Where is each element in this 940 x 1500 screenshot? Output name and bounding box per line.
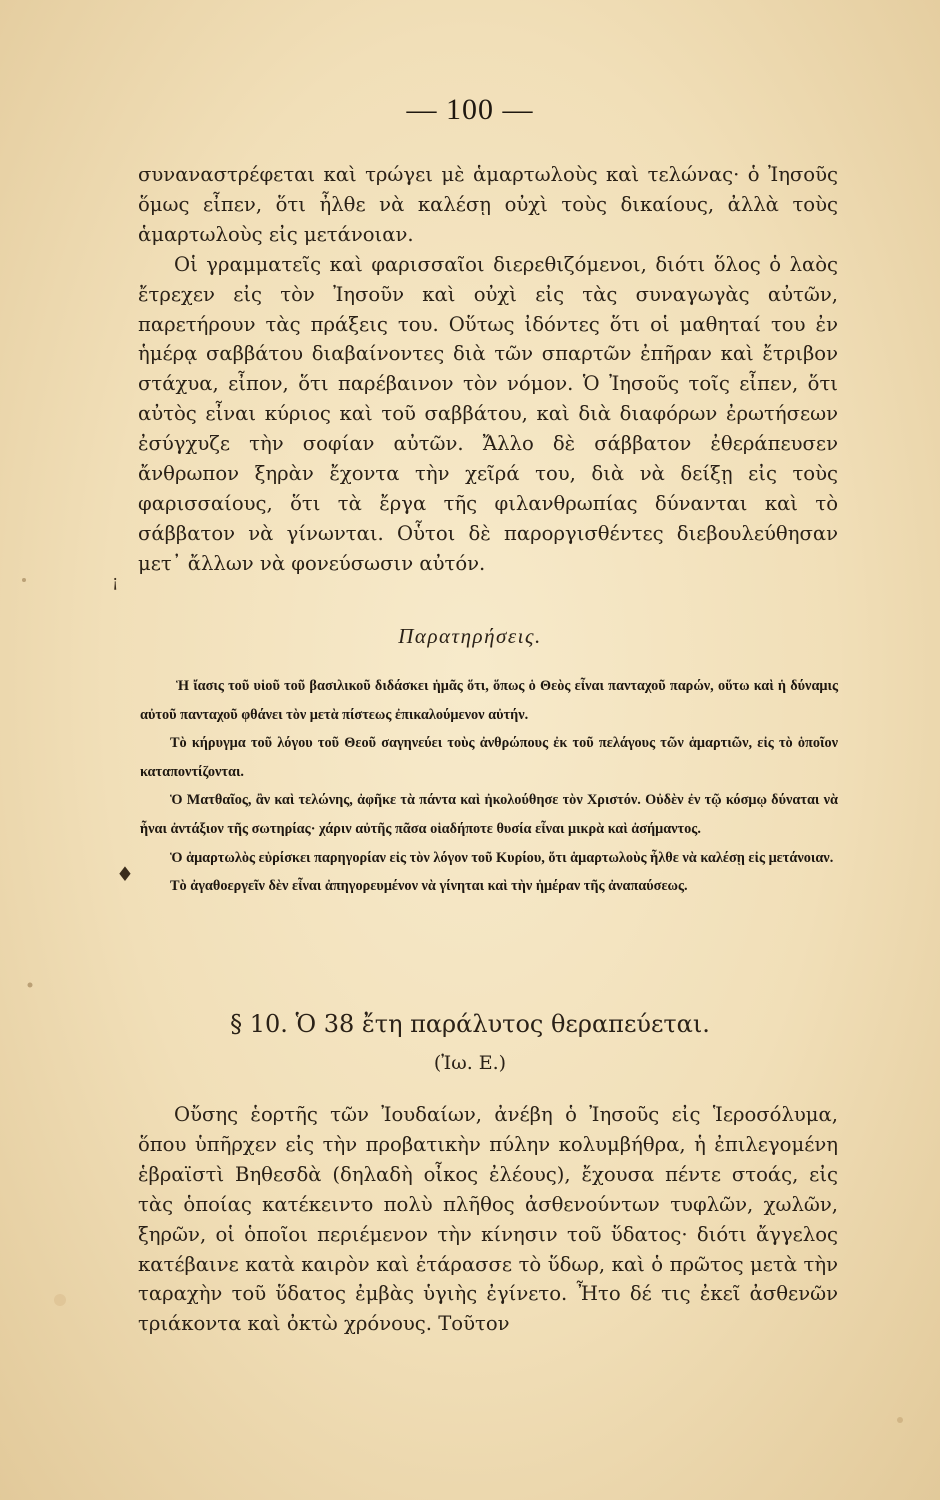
remarks-list [140, 672, 838, 901]
remarks-heading: Παρατηρήσεις. [398, 624, 542, 648]
section-text [138, 1100, 838, 1339]
margin-mark: ♦ [116, 862, 134, 886]
paragraph: Οἱ γραμματεῖς καὶ φαρισσαῖοι διερεθιζόμενοι, διότι ὅλος ὁ λαὸς ἔτρεχεν εἰς τὸν Ἰησοῦν καὶ οὐχὶ εἰς τὰς συναγωγὰς αὐτῶν, παρετήρουν τὰς πράξεις του. Οὕτως ἰδόντες ὅτι οἱ μαθηταί του ἐν ἡμέρᾳ σαββάτου διαβαίνοντες διὰ τῶν σπαρτῶν ἐπῆραν καὶ ἔτριβον στάχυα, εἶπον, ὅτι παρέβαινον τὸν νόμον. Ὁ Ἰησοῦς τοῖς εἶπεν, ὅτι αὐτὸς εἶναι κύριος καὶ τοῦ σαββάτου, καὶ διὰ διαφόρων ἐρωτήσεων ἐσύγχυζε τὴν σοφίαν αὐτῶν. Ἄλλο δὲ σάββατον ἐθεράπευσεν ἄνθρωπον ξηρὰν ἔχοντα τὴν χεῖρά του, διὰ νὰ δείξῃ εἰς τοὺς φαρισσαίους, ὅτι τὰ ἔργα τῆς φιλανθρωπίας δύνανται καὶ τὸ σάββατον νὰ γίνωνται. Οὗτοι δὲ παροργισθέντες διεβουλεύθησαν μετ᾽ ἄλλων νὰ φονεύσωσιν αὐτόν. [138, 252, 838, 575]
remark-item: Ὁ Ματθαῖος, ἂν καὶ τελώνης, ἀφῆκε τὰ πάντα καὶ ἠκολούθησε τὸν Χριστόν. Οὐδὲν ἐν τῷ κόσμῳ δύναται νὰ ἦναι ἀντάξιον τῆς σωτηρίας· χάριν αὐτῆς πᾶσα οἱαδήποτε θυσία εἶναι μικρὰ καὶ ἀσήμαντος. [140, 792, 838, 837]
remark-item: Τὸ κήρυγμα τοῦ λόγου τοῦ Θεοῦ σαγηνεύει τοὺς ἀνθρώπους ἐκ τοῦ πελάγους τῶν ἁμαρτιῶν, εἰς τὸ ὁποῖον καταποντίζονται. [140, 735, 838, 780]
remark-item: Ὁ ἁμαρτωλὸς εὑρίσκει παρηγορίαν εἰς τὸν λόγον τοῦ Κυρίου, ὅτι ἁμαρτωλοὺς ἦλθε νὰ καλέσῃ εἰς μετάνοιαν. [170, 849, 834, 866]
remark-item: Ἡ ἴασις τοῦ υἱοῦ τοῦ βασιλικοῦ διδάσκει ἡμᾶς ὅτι, ὅπως ὁ Θεὸς εἶναι πανταχοῦ παρών, οὕτω καὶ ἡ δύναμις αὐτοῦ πανταχοῦ φθάνει τὸν μετὰ πίστεως ἐπικαλούμενον αὐτήν. [140, 678, 838, 723]
remark-item: Τὸ ἀγαθοεργεῖν δὲν εἶναι ἀπηγορευμένον νὰ γίνηται καὶ τὴν ἡμέραν τῆς ἀναπαύσεως. [170, 878, 688, 895]
margin-mark: ¡ [112, 572, 119, 591]
paragraph: Οὔσης ἑορτῆς τῶν Ἰουδαίων, ἀνέβη ὁ Ἰησοῦς εἰς Ἱεροσόλυμα, ὅπου ὑπῆρχεν εἰς τὴν προβατικὴν πύλην κολυμβήθρα, ἡ ἐπιλεγομένη ἑβραϊστὶ Βηθεσδὰ (δηλαδὴ οἶκος ἐλέους), ἔχουσα πέντε στοάς, εἰς τὰς ὁποίας κατέκειντο πολὺ πλῆθος ἀσθενούντων τυφλῶν, χωλῶν, ξηρῶν, οἱ ὁποῖοι περιέμενον τὴν κίνησιν τοῦ ὕδατος· διότι ἄγγελος κατέβαινε κατὰ καιρὸν καὶ ἐτάρασσε τὸ ὕδωρ, καὶ ὁ πρῶτος μετὰ τὴν ταραχὴν τοῦ ὕδατος ἐμβὰς ὑγιὴς ἐγίνετο. Ἦτο δέ τις ἐκεῖ ἀσθενῶν τριάκοντα καὶ ὀκτὼ χρόνους. Τοῦτον [138, 1103, 838, 1336]
section-heading: § 10. Ὁ 38 ἔτη παράλυτος θεραπεύεται. [230, 1010, 710, 1038]
section-reference: (Ἰω. Ε.) [433, 1052, 507, 1074]
main-text [138, 160, 838, 579]
paragraph: συναναστρέφεται καὶ τρώγει μὲ ἁμαρτωλοὺς καὶ τελώνας· ὁ Ἰησοῦς ὅμως εἶπεν, ὅτι ἦλθε νὰ καλέσῃ οὐχὶ τοὺς δικαίους, ἀλλὰ τοὺς ἁμαρτωλοὺς εἰς μετάνοιαν. [138, 163, 838, 246]
page-number: — 100 — [406, 93, 534, 126]
